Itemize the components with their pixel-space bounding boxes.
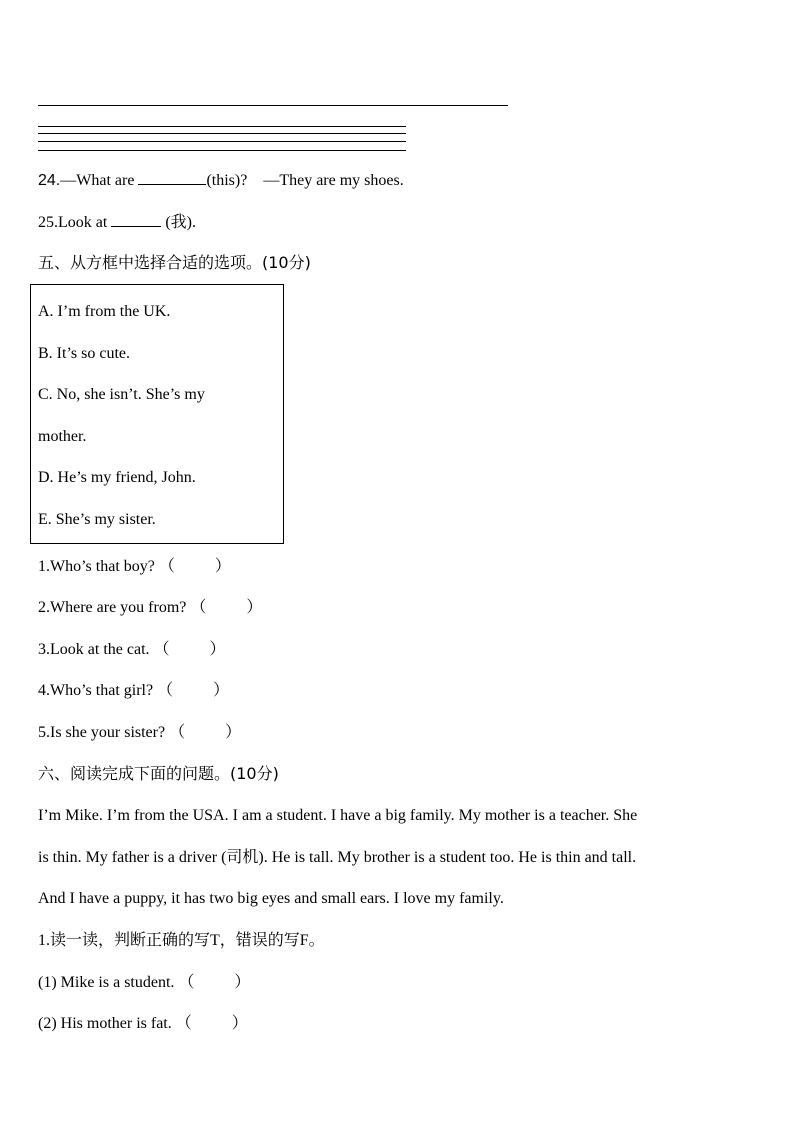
tf-item-2[interactable]: (2) His mother is fat. （ ） [38, 1015, 248, 1032]
s5-question-2[interactable]: 2.Where are you from? （ ） [38, 599, 263, 616]
s5-question-4[interactable]: 4.Who’s that girl? （ ） [38, 682, 230, 699]
q24-blank[interactable] [138, 170, 206, 185]
s5-question-5[interactable]: 5.Is she your sister? （ ） [38, 724, 242, 741]
q24-text: What are [76, 172, 139, 189]
s5-question-3[interactable]: 3.Look at the cat. （ ） [38, 641, 226, 658]
option-b: B. It’s so cute. [38, 345, 130, 362]
q25-blank[interactable] [111, 212, 161, 227]
s5-question-1[interactable]: 1.Who’s that boy? （ ） [38, 558, 231, 575]
option-c-continued: mother. [38, 428, 87, 445]
options-box [30, 284, 284, 544]
section-5-heading: 五、从方框中选择合适的选项。(10分) [38, 253, 311, 272]
option-e: E. She’s my sister. [38, 511, 156, 528]
question-25 [38, 212, 196, 233]
q24-answer-dash: — [263, 172, 280, 189]
writing-line [38, 150, 406, 151]
writing-line [38, 126, 406, 127]
q24-answer: They are my shoes. [279, 172, 404, 189]
tf-item-1[interactable]: (1) Mike is a student. （ ） [38, 974, 251, 991]
tf-instruction: 1.读一读，判断正确的写T，错误的写F。 [38, 932, 325, 949]
q25-hint: (我). [165, 214, 196, 231]
passage-line-3: And I have a puppy, it has two big eyes and small ears. I love my family. [38, 890, 504, 907]
writing-line [38, 133, 406, 134]
q24-dash: — [60, 172, 77, 189]
q25-text: 25.Look at [38, 214, 112, 231]
answer-line [38, 105, 508, 106]
passage-line-1: I’m Mike. I’m from the USA. I am a student. I have a big family. My mother is a teacher. She [38, 807, 638, 824]
option-c: C. No, she isn’t. She’s my [38, 386, 205, 403]
question-24 [38, 170, 404, 191]
q24-number: 24. [38, 172, 61, 189]
option-d: D. He’s my friend, John. [38, 469, 196, 486]
writing-line [38, 141, 406, 142]
section-6-heading: 六、阅读完成下面的问题。(10分) [38, 764, 279, 783]
q24-hint: (this)? [206, 172, 252, 189]
passage-line-2: is thin. My father is a driver (司机). He is tall. My brother is a student too. He is thin and tall. [38, 849, 637, 866]
option-a: A. I’m from the UK. [38, 303, 171, 320]
